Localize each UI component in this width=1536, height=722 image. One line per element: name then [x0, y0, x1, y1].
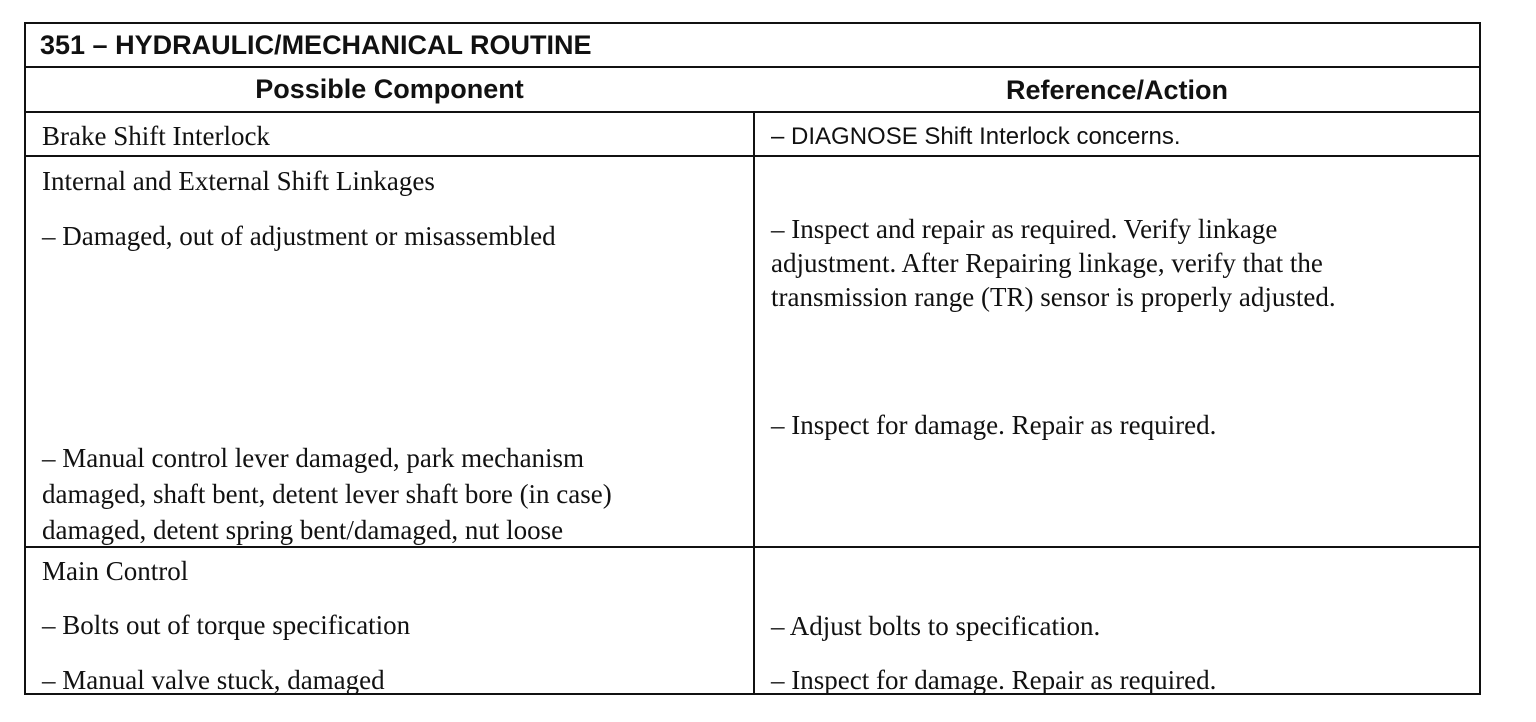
- action-linkage-inspect: – Inspect and repair as required. Verify linkage adjustment. After Repairing linkage, verify that the transmission range (TR) sensor is properly adjusted.: [771, 214, 1336, 312]
- action-manual-control-lever: – Inspect for damage. Repair as required.: [771, 410, 1217, 440]
- component-manual-control-lever: – Manual control lever damaged, park mechanism damaged, shaft bent, detent lever shaft bore (in case) damaged, detent spring bent/damaged, nut loose: [42, 443, 612, 545]
- column-divider: [753, 111, 755, 693]
- column-header-action: Reference/Action: [1005, 75, 1229, 105]
- action-brake-shift-interlock: – DIAGNOSE Shift Interlock concerns.: [771, 123, 1181, 150]
- action-manual-valve-inspect: – Inspect for damage. Repair as required.: [771, 665, 1217, 695]
- component-bolts-torque: – Bolts out of torque specification: [42, 610, 411, 640]
- column-header-component: Possible Component: [255, 74, 524, 104]
- diagnostic-table: [24, 22, 1481, 695]
- component-shift-linkages: Internal and External Shift Linkages: [42, 166, 435, 196]
- component-manual-valve: – Manual valve stuck, damaged: [42, 665, 385, 695]
- title-divider: [26, 66, 1479, 68]
- table-title: 351 – HYDRAULIC/MECHANICAL ROUTINE: [40, 30, 592, 60]
- component-brake-shift-interlock: Brake Shift Interlock: [42, 121, 270, 151]
- action-adjust-bolts: – Adjust bolts to specification.: [771, 611, 1101, 641]
- component-main-control: Main Control: [42, 556, 189, 586]
- component-linkage-damaged: – Damaged, out of adjustment or misassembled: [42, 221, 556, 251]
